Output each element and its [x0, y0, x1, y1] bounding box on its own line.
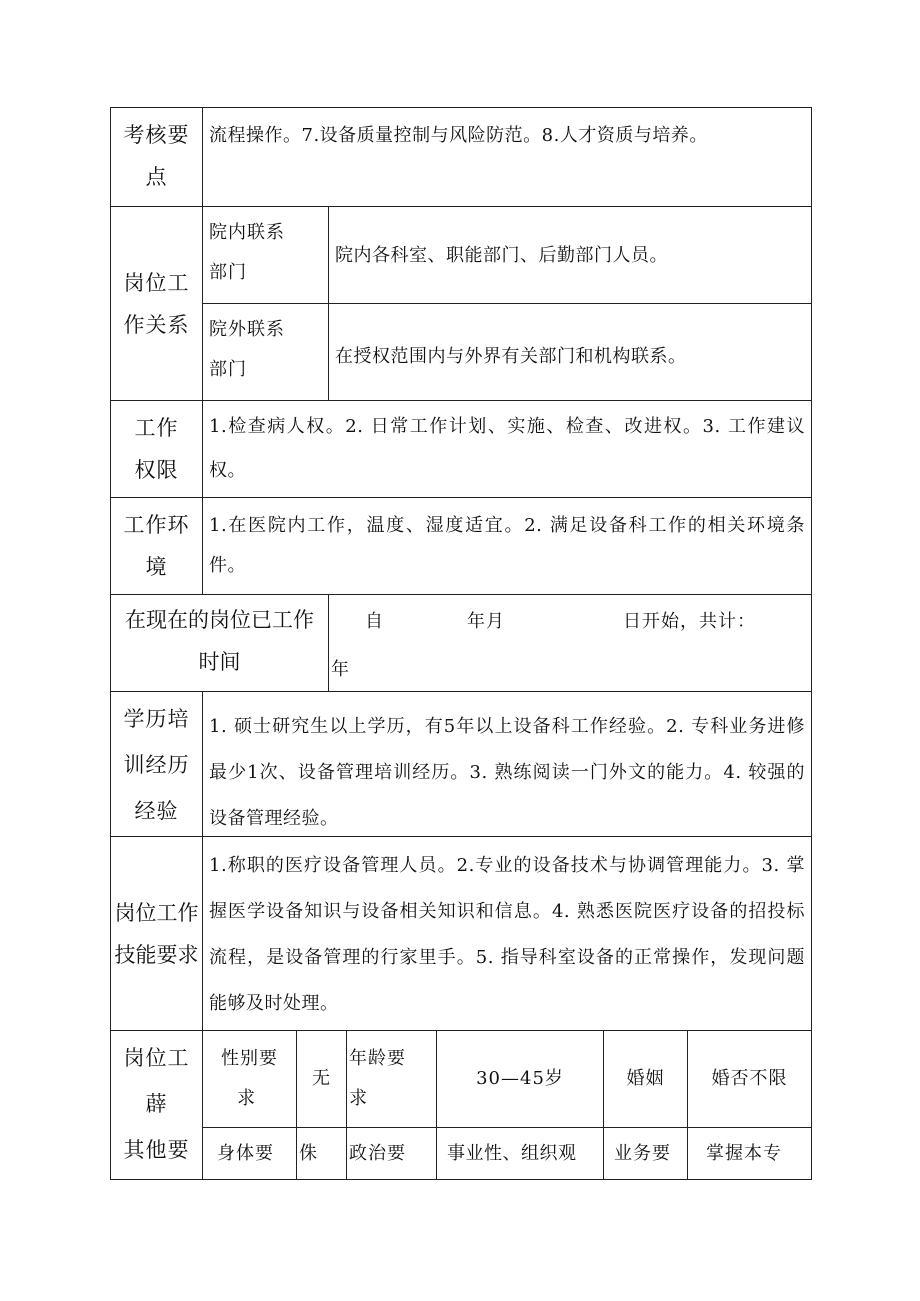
marriage-label: 婚姻	[626, 1068, 665, 1089]
business-requirement-value	[687, 1127, 812, 1180]
political-value: 事业性、组织观	[447, 1143, 577, 1164]
work-environment-label-line1: 工作环	[123, 513, 190, 537]
tenure-label-line2: 时间	[198, 650, 241, 674]
job-skills-label-line2: 技能要求	[114, 942, 199, 967]
work-relations-label-line1: 岗位工	[123, 270, 190, 295]
tenure-from-text: 自	[365, 611, 384, 632]
external-dept-label-line2: 部门	[209, 359, 247, 380]
age-label-line1: 年龄要	[349, 1048, 406, 1069]
work-authority-text: 1.检查病人权。2. 日常工作计划、实施、检查、改进权。3. 工作建议权。	[202, 400, 812, 497]
tenure-start-total-text: 日开始，共计：	[623, 611, 756, 632]
assessment-points-label	[110, 107, 202, 206]
assessment-label-line2: 点	[145, 165, 168, 189]
work-authority-label	[110, 400, 202, 497]
internal-dept-value: 院内各科室、职能部门、后勤部门人员。	[335, 244, 668, 266]
marriage-value: 婚否不限	[711, 1068, 788, 1089]
internal-dept-label-line2: 部门	[209, 262, 247, 283]
other-req-label-line3: 其他要	[123, 1138, 190, 1162]
physical-requirement-value	[296, 1127, 346, 1180]
tenure-label	[110, 594, 328, 691]
gender-requirement-value	[296, 1030, 346, 1127]
political-requirement-label	[346, 1127, 436, 1180]
marriage-requirement-value	[687, 1030, 812, 1127]
work-authority-label-line1: 工作	[134, 416, 179, 440]
gender-label-line2: 求	[237, 1088, 256, 1109]
tenure-years-text: 年	[331, 659, 350, 680]
tenure-value	[328, 594, 812, 691]
education-training-text: 1. 硕士研究生以上学历，有5年以上设备科工作经验。2. 专科业务进修最少1次、设备管理培训经历。3. 熟练阅读一门外文的能力。4. 较强的设备管理经验。	[202, 691, 812, 836]
work-authority-label-line2: 权限	[134, 458, 179, 482]
tenure-label-line1: 在现在的岗位已工作	[125, 608, 314, 632]
job-description-table	[110, 107, 812, 1180]
other-req-label-line2: 薜	[145, 1092, 168, 1116]
physical-label: 身体要	[217, 1143, 274, 1164]
external-dept-value: 在授权范围内与外界有关部门和机构联系。	[335, 345, 687, 367]
job-skills-label-line1: 岗位工作	[114, 900, 199, 925]
physical-value: 侏	[299, 1143, 318, 1164]
business-label: 业务要	[614, 1143, 671, 1164]
education-label-line2: 训经历	[123, 753, 190, 777]
external-dept-text	[328, 303, 812, 400]
table-grid	[110, 107, 812, 1180]
work-environment-label	[110, 497, 202, 594]
gender-requirement-label	[202, 1030, 296, 1127]
age-requirement-label	[346, 1030, 436, 1127]
gender-value: 无	[312, 1068, 331, 1089]
tenure-year-month-text: 年月	[467, 611, 505, 632]
work-relations-label	[110, 206, 202, 400]
education-training-label	[110, 691, 202, 836]
business-requirement-label	[603, 1127, 687, 1180]
business-value: 掌握本专	[706, 1143, 782, 1164]
work-environment-label-line2: 境	[145, 555, 168, 579]
assessment-label-line1: 考核要	[123, 123, 190, 147]
job-skills-label	[110, 836, 202, 1030]
work-environment-text: 1.在医院内工作，温度、湿度适宜。2. 满足设备科工作的相关环境条件。	[202, 497, 812, 594]
age-requirement-value	[436, 1030, 603, 1127]
age-value: 30—45岁	[476, 1068, 564, 1089]
internal-dept-label-line1: 院内联系	[209, 222, 285, 243]
external-dept-label-line1: 院外联系	[209, 319, 285, 340]
education-label-line3: 经验	[134, 799, 179, 823]
gender-label-line1: 性别要	[221, 1048, 278, 1069]
job-skills-text: 1.称职的医疗设备管理人员。2.专业的设备技术与协调管理能力。3. 掌握医学设备知识与设备相关知识和信息。4. 熟悉医院医疗设备的招投标流程，是设备管理的行家里手。5. 指导科室设备的正常操作，发现问题能够及时处理。	[202, 836, 812, 1030]
assessment-points-text: 流程操作。7.设备质量控制与风险防范。8.人才资质与培养。	[202, 107, 812, 206]
other-requirements-label	[110, 1030, 202, 1180]
physical-requirement-label	[202, 1127, 296, 1180]
political-label: 政治要	[349, 1143, 406, 1164]
internal-dept-text	[328, 206, 812, 303]
political-requirement-value	[436, 1127, 603, 1180]
other-req-label-line1: 岗位工	[123, 1046, 190, 1070]
marriage-requirement-label	[603, 1030, 687, 1127]
internal-dept-label	[202, 206, 328, 303]
external-dept-label	[202, 303, 328, 400]
work-relations-label-line2: 作关系	[123, 312, 190, 337]
education-label-line1: 学历培	[123, 707, 190, 731]
age-label-line2: 求	[349, 1088, 368, 1109]
